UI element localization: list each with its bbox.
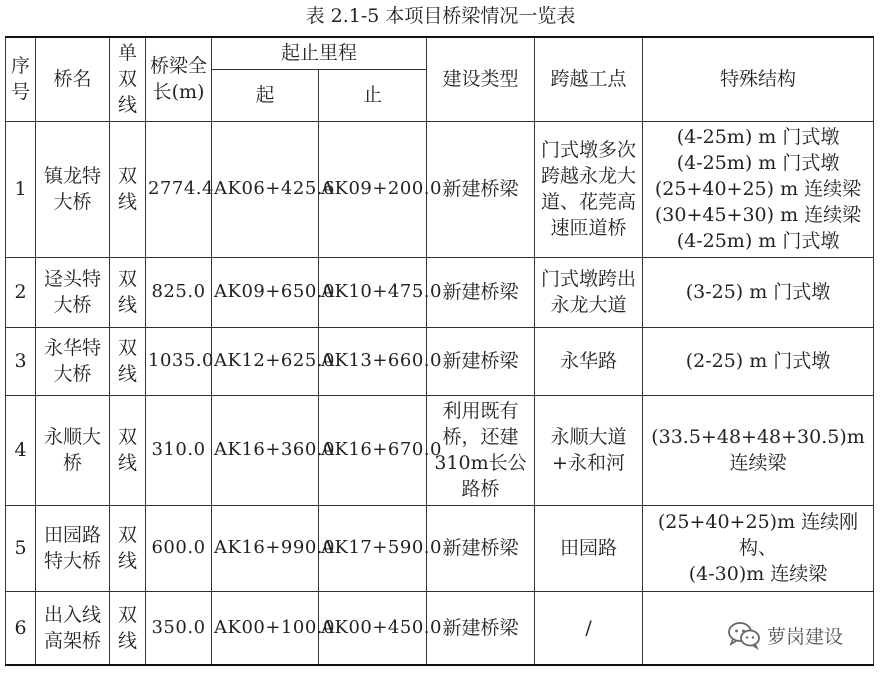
cell-crossing: 永顺大道+永和河: [535, 395, 643, 505]
wechat-icon: [727, 621, 761, 649]
header-start: 起: [212, 69, 319, 121]
cell-end: AK13+660.0: [319, 327, 427, 395]
watermark-text: 萝岗建设: [767, 625, 844, 648]
bridge-table: [5, 36, 874, 666]
table-row: [6, 395, 874, 505]
cell-line: 双线: [110, 327, 146, 395]
structure-line: (33.5+48+48+30.5)m: [651, 426, 865, 448]
cell-start: AK09+650.0: [212, 257, 319, 327]
cell-type: 新建桥梁: [427, 591, 535, 665]
cell-line: 双线: [110, 121, 146, 257]
cell-end: AK17+590.0: [319, 505, 427, 591]
structure-line: (4-25m) m 门式墩: [676, 126, 840, 148]
cell-length: 600.0: [146, 505, 212, 591]
header-type: 建设类型: [427, 37, 535, 121]
header-name: 桥名: [36, 37, 110, 121]
cell-name: 田园路特大桥: [36, 505, 110, 591]
cell-name: 永顺大桥: [36, 395, 110, 505]
cell-start: AK00+100.0: [212, 591, 319, 665]
cell-line: 双线: [110, 591, 146, 665]
cell-start: AK06+425.6: [212, 121, 319, 257]
cell-structure: [643, 395, 874, 505]
cell-start: AK16+990.0: [212, 505, 319, 591]
cell-type: 新建桥梁: [427, 327, 535, 395]
cell-no: 6: [6, 591, 36, 665]
table-caption: 表 2.1-5 本项目桥梁情况一览表: [305, 5, 576, 27]
cell-no: 2: [6, 257, 36, 327]
cell-structure: [643, 257, 874, 327]
cell-line: 双线: [110, 395, 146, 505]
cell-crossing: 门式墩多次跨越永龙大道、花莞高速匝道桥: [535, 121, 643, 257]
structure-line: (30+45+30) m 连续梁: [654, 204, 862, 226]
cell-structure: [643, 327, 874, 395]
cell-length: 350.0: [146, 591, 212, 665]
cell-type: 新建桥梁: [427, 505, 535, 591]
structure-line: (2-25) m 门式墩: [685, 350, 831, 372]
wechat-watermark: [727, 618, 843, 652]
header-no: 序号: [6, 37, 36, 121]
header-line: 单双线: [110, 37, 146, 121]
cell-length: 825.0: [146, 257, 212, 327]
header-end: 止: [319, 69, 427, 121]
cell-line: 双线: [110, 505, 146, 591]
cell-no: 1: [6, 121, 36, 257]
cell-crossing: 门式墩跨出永龙大道: [535, 257, 643, 327]
cell-end: AK09+200.0: [319, 121, 427, 257]
cell-start: AK16+360.0: [212, 395, 319, 505]
structure-line: (4-30)m 连续梁: [688, 563, 828, 585]
cell-name: 永华特大桥: [36, 327, 110, 395]
cell-no: 5: [6, 505, 36, 591]
header-mileage: 起止里程: [212, 37, 427, 69]
table-row: [6, 257, 874, 327]
cell-no: 4: [6, 395, 36, 505]
cell-type: 新建桥梁: [427, 121, 535, 257]
table-row: [6, 121, 874, 257]
cell-length: 2774.4: [146, 121, 212, 257]
cell-length: 1035.0: [146, 327, 212, 395]
structure-line: 构、: [739, 537, 778, 559]
header-crossing: 跨越工点: [535, 37, 643, 121]
structure-line: (25+40+25) m 连续梁: [654, 178, 862, 200]
cell-no: 3: [6, 327, 36, 395]
cell-end: AK00+450.0: [319, 591, 427, 665]
structure-line: 连续梁: [729, 452, 787, 474]
table-row: [6, 327, 874, 395]
header-length: 桥梁全长(m): [146, 37, 212, 121]
header-row-1: [6, 37, 874, 69]
header-structure: 特殊结构: [643, 37, 874, 121]
cell-structure: [643, 121, 874, 257]
cell-start: AK12+625.0: [212, 327, 319, 395]
cell-end: AK16+670.0: [319, 395, 427, 505]
cell-crossing: 田园路: [535, 505, 643, 591]
cell-type: 利用既有桥，还建310m长公路桥: [427, 395, 535, 505]
structure-line: (4-25m) m 门式墩: [676, 152, 840, 174]
cell-crossing: 永华路: [535, 327, 643, 395]
cell-length: 310.0: [146, 395, 212, 505]
cell-crossing: /: [535, 591, 643, 665]
cell-name: 出入线高架桥: [36, 591, 110, 665]
structure-line: (25+40+25)m 连续刚: [657, 511, 859, 533]
cell-line: 双线: [110, 257, 146, 327]
cell-name: 镇龙特大桥: [36, 121, 110, 257]
cell-type: 新建桥梁: [427, 257, 535, 327]
table-row: [6, 505, 874, 591]
cell-name: 迳头特大桥: [36, 257, 110, 327]
cell-end: AK10+475.0: [319, 257, 427, 327]
structure-line: (3-25) m 门式墩: [685, 281, 831, 303]
cell-structure: [643, 505, 874, 591]
structure-line: (4-25m) m 门式墩: [676, 230, 840, 252]
